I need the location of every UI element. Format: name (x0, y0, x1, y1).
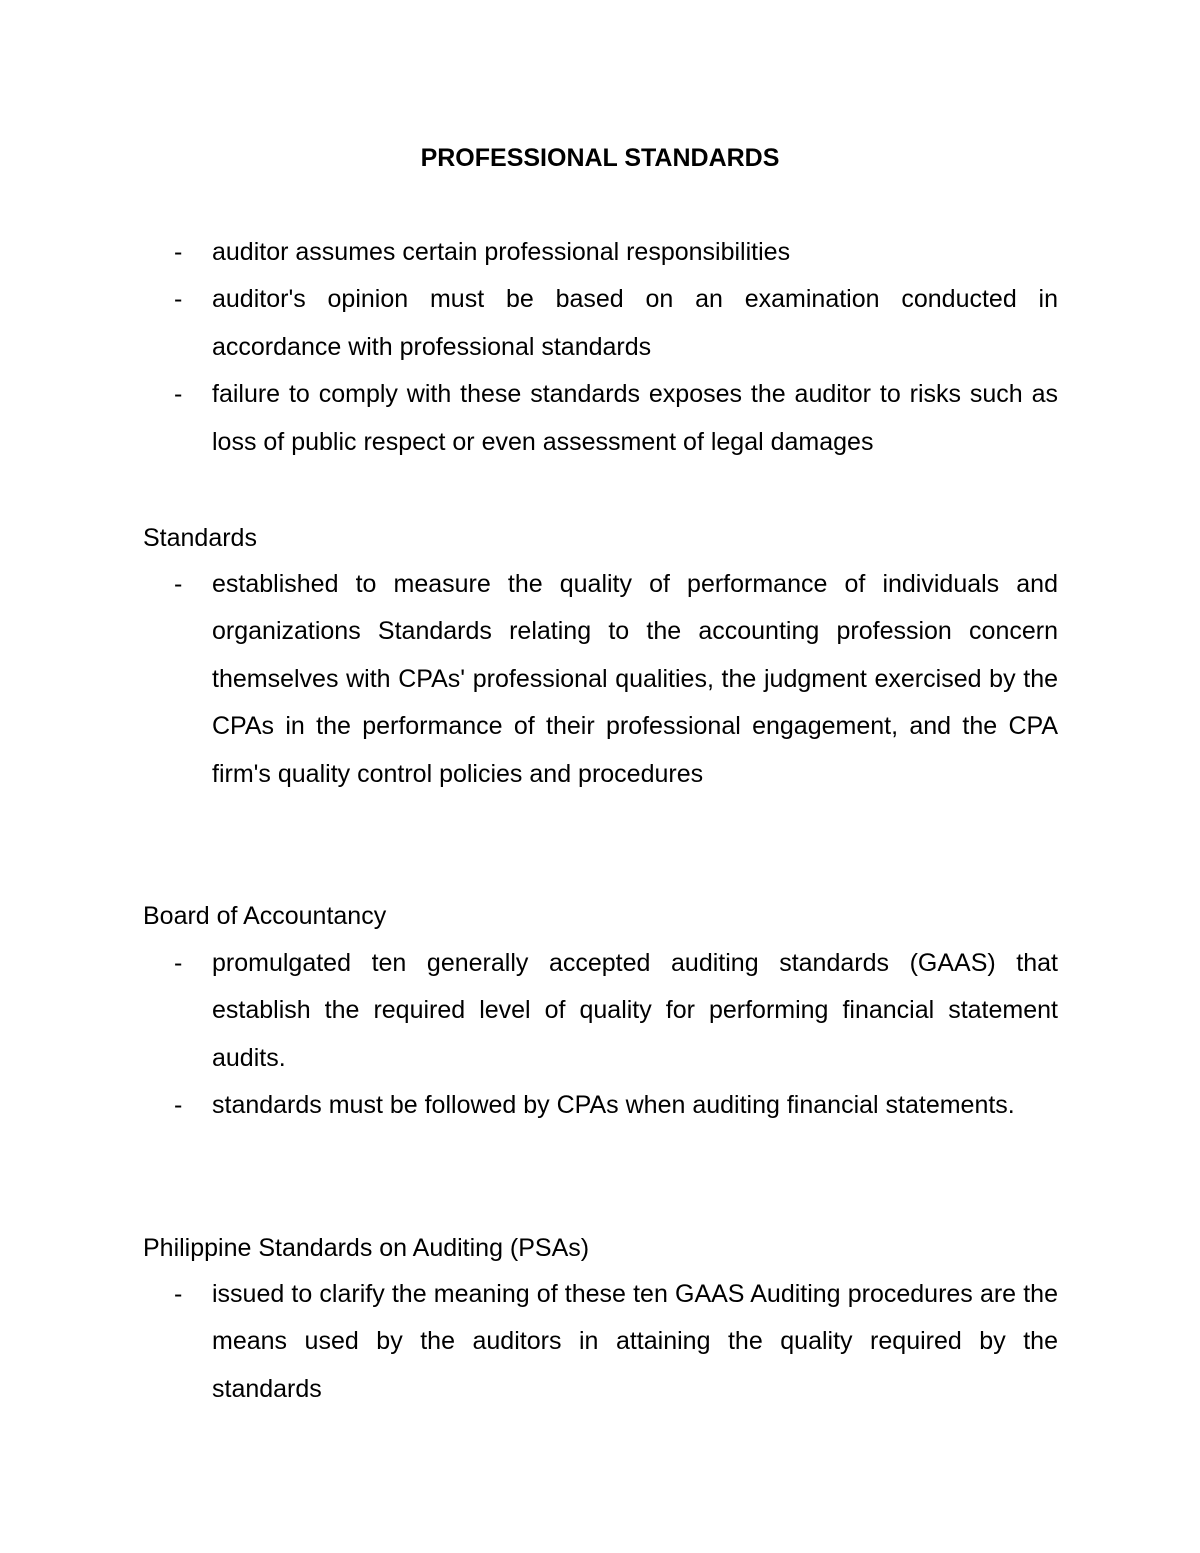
list-item (143, 1271, 1058, 1413)
bullet-dash: - (174, 380, 183, 409)
list-item (143, 561, 1058, 798)
bullet-dash: - (174, 949, 183, 977)
page-title: PROFESSIONAL STANDARDS (420, 144, 780, 172)
psas-list (143, 1271, 1058, 1413)
bullet-dash: - (174, 238, 183, 266)
list-item-text: standards must be followed by CPAs when auditing financial statements. (212, 1091, 1015, 1120)
section-heading-psas: Philippine Standards on Auditing (PSAs) (143, 1234, 590, 1262)
list-item (143, 229, 1058, 276)
list-item-text: auditor assumes certain professional responsibilities (212, 238, 791, 266)
section-heading-board-of-accountancy: Board of Accountancy (143, 902, 387, 930)
list-item-text: auditor's opinion must be based on an examination conducted in accordance with professional standards (212, 285, 1058, 361)
list-item (143, 276, 1058, 371)
list-item-text: issued to clarify the meaning of these ten GAAS Auditing procedures are the means used by the auditors in attaining the quality required by the standards (212, 1280, 1058, 1403)
intro-list (143, 229, 1058, 466)
bullet-dash: - (174, 285, 183, 314)
bullet-dash: - (174, 570, 183, 598)
list-item-text: failure to comply with these standards exposes the auditor to risks such as loss of public respect or even assessment of legal damages (212, 380, 1058, 456)
section-heading-standards: Standards (143, 524, 257, 552)
list-item (143, 1082, 1058, 1129)
board-of-accountancy-list (143, 940, 1058, 1130)
list-item-text: established to measure the quality of performance of individuals and organizations Standards relating to the accounting profession concern themselves with CPAs' professional qualities, the judgment exercised by the CPAs in the performance of their professional engagement, and the CPA firm's quality control policies and procedures (212, 570, 1058, 788)
list-item-text: promulgated ten generally accepted auditing standards (GAAS) that establish the required level of quality for performing financial statement audits. (212, 949, 1058, 1072)
standards-list (143, 561, 1058, 798)
list-item (143, 371, 1058, 466)
bullet-dash: - (174, 1280, 183, 1308)
list-item (143, 940, 1058, 1082)
bullet-dash: - (174, 1091, 183, 1120)
